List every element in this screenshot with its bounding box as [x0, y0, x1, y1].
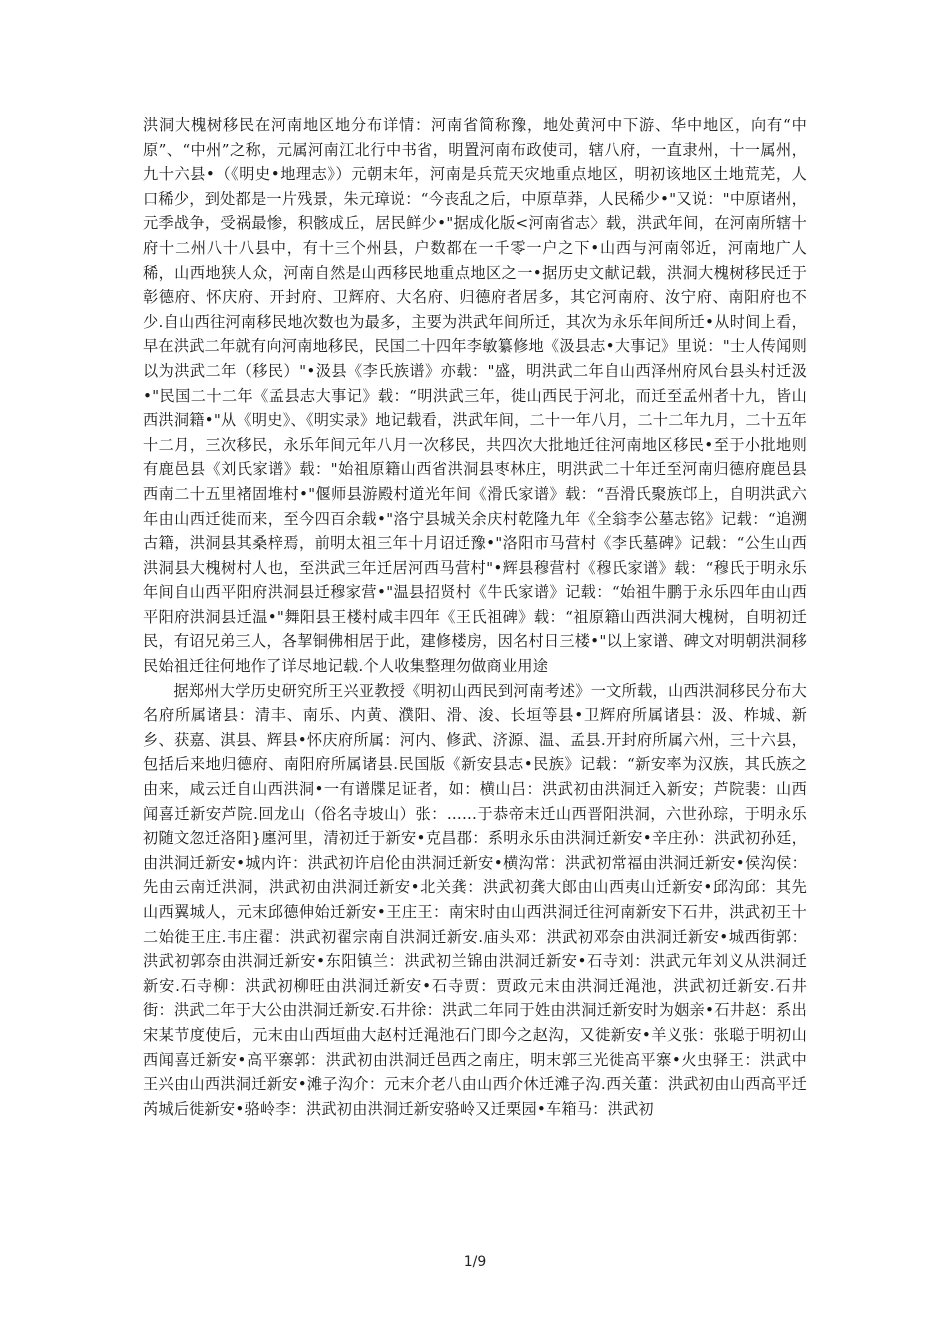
paragraph-xinan-clans: 据郑州大学历史研究所王兴亚教授《明初山西民到河南考述》一文所载，山西洪洞移民分布大名府所属诸县：清丰、南乐、内黄、濮阳、滑、浚、长垣等县•卫辉府所属诸县：汲、柞城、新乡、获嘉、淇县、辉县•怀庆府所属：河内、修武、济源、温、孟县.开封府所属六州，三十六县，包括后来地归德府、南阳府所属诸县.民国版《新安县志•民族》记载：“新安率为汉族，其氏族之由来，咸云迁自山西洪洞•一有谱牒足证者，如：横山吕：洪武初由洪洞迁入新安；芦院裴：山西闻喜迁新安芦院.回龙山（俗名寺坡山）张：......于恭帝末迁山西晋阳洪洞，六世孙琮，于明永乐初随文忽迁洛阳}廛河里，清初迁于新安•克昌郡：系明永乐由洪洞迁新安•辛庄孙：洪武初孙廷，由洪洞迁新安•城内许：洪武初许启伦由洪洞迁新安•横沟常：洪武初常福由洪洞迁新安•侯沟侯：先由云南迁洪洞，洪武初由洪洞迁新安•北关龚：洪武初龚大郎由山西夷山迁新安•邱沟邱：其先山西翼城人，元末邱德伸始迁新安•王庄王：南宋时由山西洪洞迁往河南新安下石井，洪武初王十二始徙王庄.韦庄翟：洪武初翟宗南自洪洞迁新安.庙头邓：洪武初邓奈由洪洞迁新安•城西街郭：洪武初郭奈由洪洞迁新安•东阳镇兰：洪武初兰锦由洪洞迁新安•石寺刘：洪武元年刘义从洪洞迁新安.石寺柳：洪武初柳旺由洪洞迁新安•石寺贾：贾政元末由洪洞迁渑池，洪武初迁新安.石井街：洪武二年于大公由洪洞迁新安.石井徐：洪武二年同于姓由洪洞迁新安时为姻亲•石井赵：系出宋某节度使后，元末由山西垣曲大赵村迁渑池石门即今之赵沟，又徙新安•羊义张：张聪于明初山西闻喜迁新安•高平寨郭：洪武初由洪洞迁邑西之南庄，明末郭三光徙高平寨•火虫驿王：洪武中王兴由山西洪洞迁新安•滩子沟介：元末介老八由山西介休迁滩子沟.西关董：洪武初由山西高平迁芮城后徙新安•骆岭李：洪武初由洪洞迁新安骆岭又迁栗园•车箱马：洪武初: [143, 681, 807, 1118]
page-number: 1/9: [463, 1254, 487, 1270]
paragraph-henan-distribution: 洪洞大槐树移民在河南地区地分布详情：河南省简称豫，地处黄河中下游、华中地区，向有“中原”、“中州”之称，元属河南江北行中书省，明置河南布政使司，辖八府，一直隶州，十一属州，九十六县•（《明史•地理志》）元朝末年，河南是兵荒天灾地重点地区，明初该地区土地荒芜，人口稀少，到处都是一片残景，朱元璋说：“今丧乱之后，中原草莽，人民稀少•"又说："中原诸州，元季战争，受祸最惨，积骸成丘，居民鲜少•"据成化版<河南省志〉载，洪武年间，在河南所辖十府十二州八十八县中，有十三个州县，户数都在一千零一户之下•山西与河南邻近，河南地广人稀，山西地狭人众，河南自然是山西移民地重点地区之一•据历史文献记载，洪洞大槐树移民迁于彰德府、怀庆府、开封府、卫辉府、大名府、归德府者居多，其它河南府、汝宁府、南阳府也不少.自山西往河南移民地次数也为最多，主要为洪武年间所迁，其次为永乐年间所迁•从时间上看，早在洪武二年就有向河南地移民，民国二十四年李敏纂修地《汲县志•大事记》里说："士人传闻则以为洪武二年（移民）"•汲县《李氏族谱》亦载："盛，明洪武二年自山西泽州府风台县头村迁汲•"民国二十二年《孟县志大事记》载：“明洪武三年，徙山西民于河北，而迁至孟州者十九，皆山西洪洞籍•"从《明史》、《明实录》地记载看，洪武年间，二十一年八月，二十二年九月，二十五年十二月，三次移民，永乐年间元年八月一次移民，共四次大批地迁往河南地区移民•至于小批地则有鹿邑县《刘氏家谱》载："始祖原籍山西省洪洞县枣林庄，明洪武二十年迁至河南归德府鹿邑县西南二十五里褚固堆村•"偃师县游殿村道光年间《滑氏家谱》载：“吾滑氏聚族邙上，自明洪武六年由山西迁徙而来，至今四百余载•"洛宁县城关余庆村乾隆九年《全翁李公墓志铭》记载：“追溯古籍，洪洞县其桑梓焉，前明太祖三年十月诏迁豫•"洛阳市马营村《李氏墓碑》记载：“公生山西洪洞县大槐树村人也，至洪武三年迁居河西马营村"•辉县穆营村《穆氏家谱》载：“穆氏于明永乐年间自山西平阳府洪洞县迁穆家营•"温县招贤村《牛氏家谱》记载：“始祖牛鹏于永乐四年由山西平阳府洪洞县迁温•"舞阳县王楼村咸丰四年《王氏祖碑》载：“祖原籍山西洪洞大槐树，自明初迁民，有诏兄弟三人，各挈铜佛相居于此，建修楼房，因名村日三楼•"以上家谱、碑文对明朝洪洞移民始祖迁往何地作了详尽地记载.个人收集整理勿做商业用途: [143, 116, 807, 676]
document-body: [143, 113, 807, 1213]
